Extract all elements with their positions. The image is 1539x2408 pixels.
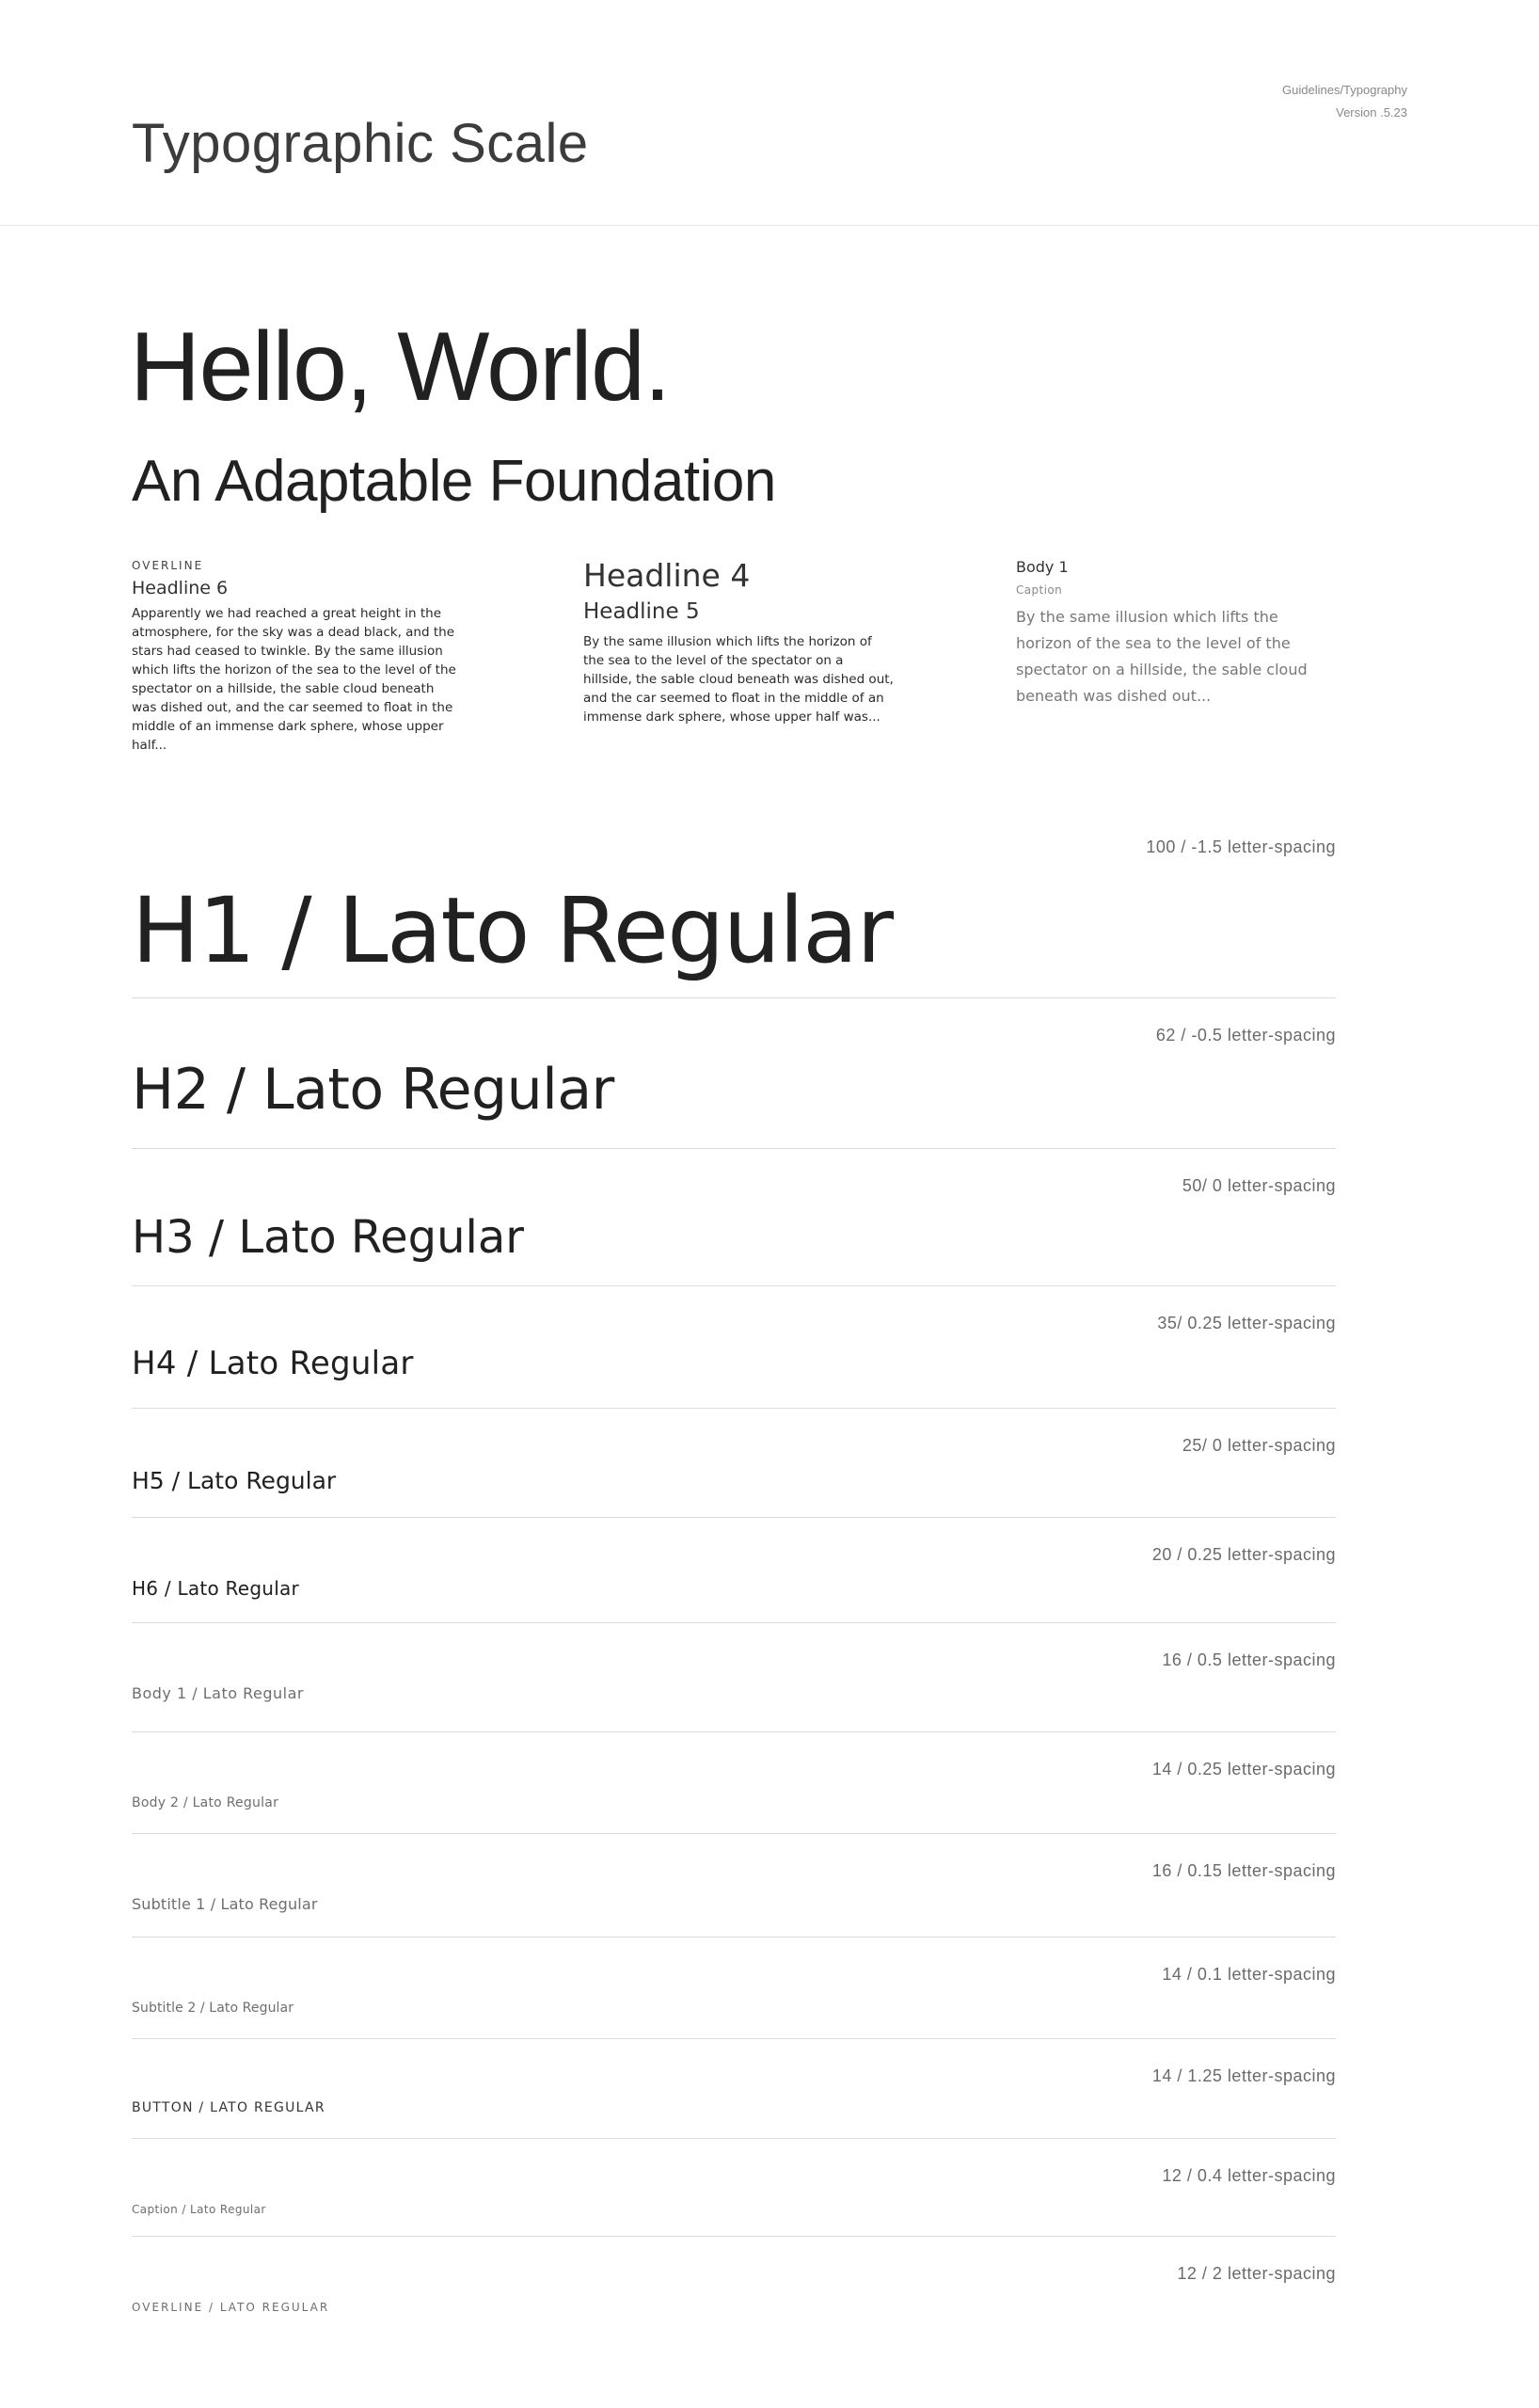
specimen-column-2 <box>583 546 894 726</box>
page-header <box>0 0 1539 226</box>
scale-spec: 14 / 1.25 letter-spacing <box>1151 2066 1336 2085</box>
caption-specimen: Caption <box>1016 583 1063 597</box>
scale-spec: 14 / 0.25 letter-spacing <box>1151 1760 1336 1778</box>
headline4-specimen: Headline 4 <box>583 557 751 594</box>
scale-row-h1 <box>132 828 1336 998</box>
scale-spec: 25/ 0 letter-spacing <box>1182 1436 1336 1455</box>
body1-paragraph: By the same illusion which lifts the horizon of the sea to the level of the spectator on a hillside, the sable cloud beneath was dished out... <box>1016 608 1308 705</box>
body1-label-specimen: Body 1 <box>1016 558 1069 576</box>
scale-row-caption <box>132 2138 1336 2237</box>
specimen-column-3 <box>1016 546 1336 710</box>
hero-subheadline: An Adaptable Foundation <box>132 449 776 514</box>
scale-sample-h1: H1 / Lato Regular <box>132 878 893 983</box>
scale-row-body1 <box>132 1622 1336 1732</box>
scale-sample-subtitle2: Subtitle 2 / Lato Regular <box>132 2001 294 2016</box>
scale-row-h6 <box>132 1517 1336 1623</box>
scale-spec: 16 / 0.5 letter-spacing <box>1162 1651 1336 1669</box>
scale-spec: 35/ 0.25 letter-spacing <box>1157 1314 1336 1332</box>
scale-sample-h4: H4 / Lato Regular <box>132 1345 414 1382</box>
scale-sample-caption: Caption / Lato Regular <box>132 2203 266 2216</box>
scale-spec: 12 / 2 letter-spacing <box>1177 2264 1336 2283</box>
scale-row-button <box>132 2038 1336 2139</box>
body2-paragraph: Apparently we had reached a great height in the atmosphere, for the sky was a dead black, and the stars had ceased to twinkle. By the same illusion which lifts the horizon of the sea to the level of the spectator on a hillside, the sable cloud beneath was dished out, and the car seemed to float in the middle of an immense dark sphere, whose upper half... <box>132 606 456 753</box>
scale-sample-h3: H3 / Lato Regular <box>132 1211 525 1264</box>
page-title: Typographic Scale <box>132 113 589 174</box>
scale-spec: 50/ 0 letter-spacing <box>1182 1176 1336 1195</box>
breadcrumb[interactable]: Guidelines/Typography <box>1282 83 1407 97</box>
hero-headline: Hello, World. <box>130 312 670 422</box>
scale-sample-h2: H2 / Lato Regular <box>132 1057 614 1123</box>
scale-row-subtitle1 <box>132 1833 1336 1938</box>
overline-specimen: OVERLINE <box>132 559 204 572</box>
scale-sample-body2: Body 2 / Lato Regular <box>132 1795 279 1810</box>
body2-paragraph: By the same illusion which lifts the horizon of the sea to the level of the spectator on a hillside, the sable cloud beneath was dished out, and the car seemed to float in the middle of an immense dark sphere, whose upper half was... <box>583 634 894 725</box>
headline5-specimen: Headline 5 <box>583 599 700 624</box>
scale-sample-h6: H6 / Lato Regular <box>132 1577 300 1600</box>
scale-spec: 100 / -1.5 letter-spacing <box>1146 837 1336 856</box>
version-label: Version .5.23 <box>1336 105 1407 120</box>
headline6-specimen: Headline 6 <box>132 578 229 598</box>
specimen-column-1 <box>132 546 461 755</box>
scale-row-h4 <box>132 1285 1336 1409</box>
scale-row-overline <box>132 2236 1336 2334</box>
scale-row-subtitle2 <box>132 1937 1336 2039</box>
scale-spec: 14 / 0.1 letter-spacing <box>1162 1965 1336 1984</box>
scale-spec: 62 / -0.5 letter-spacing <box>1155 1026 1336 1045</box>
scale-sample-h5: H5 / Lato Regular <box>132 1467 337 1494</box>
scale-row-h5 <box>132 1408 1336 1518</box>
scale-sample-button: BUTTON / LATO REGULAR <box>132 2100 325 2115</box>
scale-row-body2 <box>132 1731 1336 1834</box>
scale-spec: 16 / 0.15 letter-spacing <box>1151 1861 1336 1880</box>
scale-sample-overline: OVERLINE / LATO REGULAR <box>132 2301 330 2314</box>
scale-row-h3 <box>132 1148 1336 1286</box>
scale-spec: 20 / 0.25 letter-spacing <box>1151 1545 1336 1564</box>
scale-row-h2 <box>132 997 1336 1149</box>
scale-sample-subtitle1: Subtitle 1 / Lato Regular <box>132 1895 318 1913</box>
scale-sample-body1: Body 1 / Lato Regular <box>132 1684 304 1702</box>
page-meta <box>1282 79 1407 124</box>
scale-spec: 12 / 0.4 letter-spacing <box>1162 2166 1336 2185</box>
